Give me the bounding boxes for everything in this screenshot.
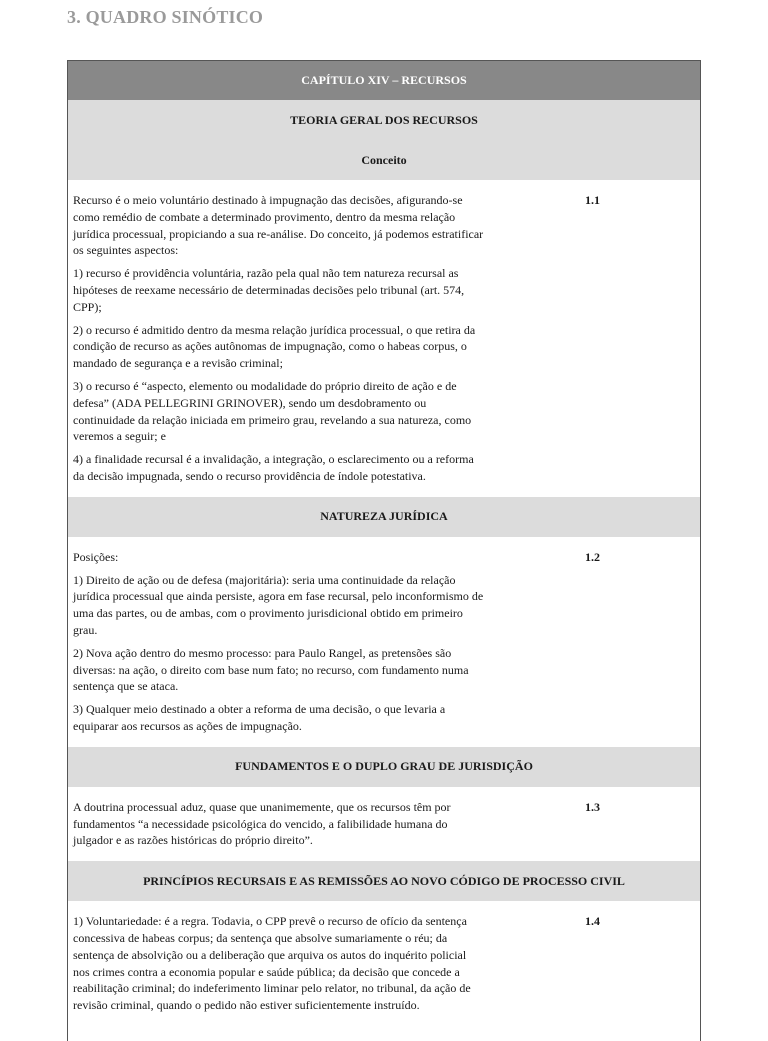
row-number: 1.3 bbox=[585, 799, 600, 814]
row-number: 1.4 bbox=[585, 914, 600, 929]
section-header-fundamentos: FUNDAMENTOS E O DUPLO GRAU DE JURISDIÇÃO bbox=[68, 747, 700, 787]
row-text bbox=[68, 192, 485, 485]
subsection-header-conceito: Conceito bbox=[68, 140, 700, 180]
paragraph: Posições: bbox=[73, 549, 119, 564]
section-header-natureza: NATUREZA JURÍDICA bbox=[68, 497, 700, 537]
table-row bbox=[68, 180, 700, 497]
paragraph: 2) Nova ação dentro do mesmo processo: para Paulo Rangel, as pretensões são diversas: na ação, o direito com base num fato; no recurso, com fundamento numa sentença que se ataca. bbox=[73, 645, 469, 694]
paragraph: 4) a finalidade recursal é a invalidação, a integração, o esclarecimento ou a reforma da decisão impugnada, sendo o recurso providência de índole potestativa. bbox=[73, 452, 474, 483]
synoptic-table bbox=[67, 60, 701, 1041]
row-text bbox=[68, 799, 485, 849]
chapter-header: CAPÍTULO XIV – RECURSOS bbox=[68, 61, 700, 100]
page-title: 3. QUADRO SINÓTICO bbox=[67, 7, 264, 27]
table-row bbox=[68, 901, 700, 1026]
row-number: 1.1 bbox=[585, 193, 600, 207]
row-text bbox=[68, 913, 485, 1014]
paragraph: Recurso é o meio voluntário destinado à impugnação das decisões, afigurando-se como remédio de combate a determinado provimento, dentro da mesma relação jurídica processual, propiciando a sua re-análise. Do conceito, já podemos estratificar os seguintes aspectos: bbox=[73, 193, 484, 258]
section-header-teoria: TEORIA GERAL DOS RECURSOS bbox=[68, 100, 700, 140]
paragraph: 2) o recurso é admitido dentro da mesma relação jurídica processual, o que retira da condição de recurso as ações autônomas de impugnação, como o habeas corpus, o mandado de segurança e a revisão criminal; bbox=[73, 322, 476, 371]
row-text bbox=[68, 549, 485, 735]
paragraph: A doutrina processual aduz, quase que unanimemente, que os recursos têm por fundamentos “a necessidade psicológica do vencido, a falibilidade humana do julgador e as razões históricas do próprio direito”. bbox=[73, 799, 451, 848]
row-number: 1.2 bbox=[585, 549, 600, 564]
paragraph: 1) Voluntariedade: é a regra. Todavia, o CPP prevê o recurso de ofício da sentença concessiva de habeas corpus; da sentença que absolve sumariamente o réu; da sentença de absolvição ou a deliberação que arquiva os autos do inquérito policial nos crimes contra a economia popular e saúde pública; da decisão que concede a reabilitação criminal; do indeferimento liminar pelo relator, no tribunal, da ação de revisão criminal, quando o pedido não estiver suficientemente instruído. bbox=[73, 914, 471, 1013]
table-row bbox=[68, 537, 700, 747]
paragraph: 1) recurso é providência voluntária, razão pela qual não tem natureza recursal as hipóteses de reexame necessário de determinadas decisões pelo tribunal (art. 574, CPP); bbox=[73, 266, 465, 314]
paragraph: 1) Direito de ação ou de defesa (majoritária): seria uma continuidade da relação jurídica processual que ainda persiste, agora em fase recursal, pelo inconformismo de uma das partes, ou de ambas, com o provimento jurisdicional obtido em primeiro grau. bbox=[73, 572, 484, 637]
table-row bbox=[68, 787, 700, 861]
paragraph: 3) o recurso é “aspecto, elemento ou modalidade do próprio direito de ação e de defesa” (ADA PELLEGRINI GRINOVER), sendo um desdobramento ou continuidade da relação iniciada em primeiro grau, revelando a sua natureza, como veremos a seguir; e bbox=[73, 378, 472, 444]
section-header-principios: PRINCÍPIOS RECURSAIS E AS REMISSÕES AO NOVO CÓDIGO DE PROCESSO CIVIL bbox=[68, 861, 700, 901]
paragraph: 3) Qualquer meio destinado a obter a reforma de uma decisão, o que levaria a equiparar aos recursos as ações de impugnação. bbox=[73, 702, 446, 733]
